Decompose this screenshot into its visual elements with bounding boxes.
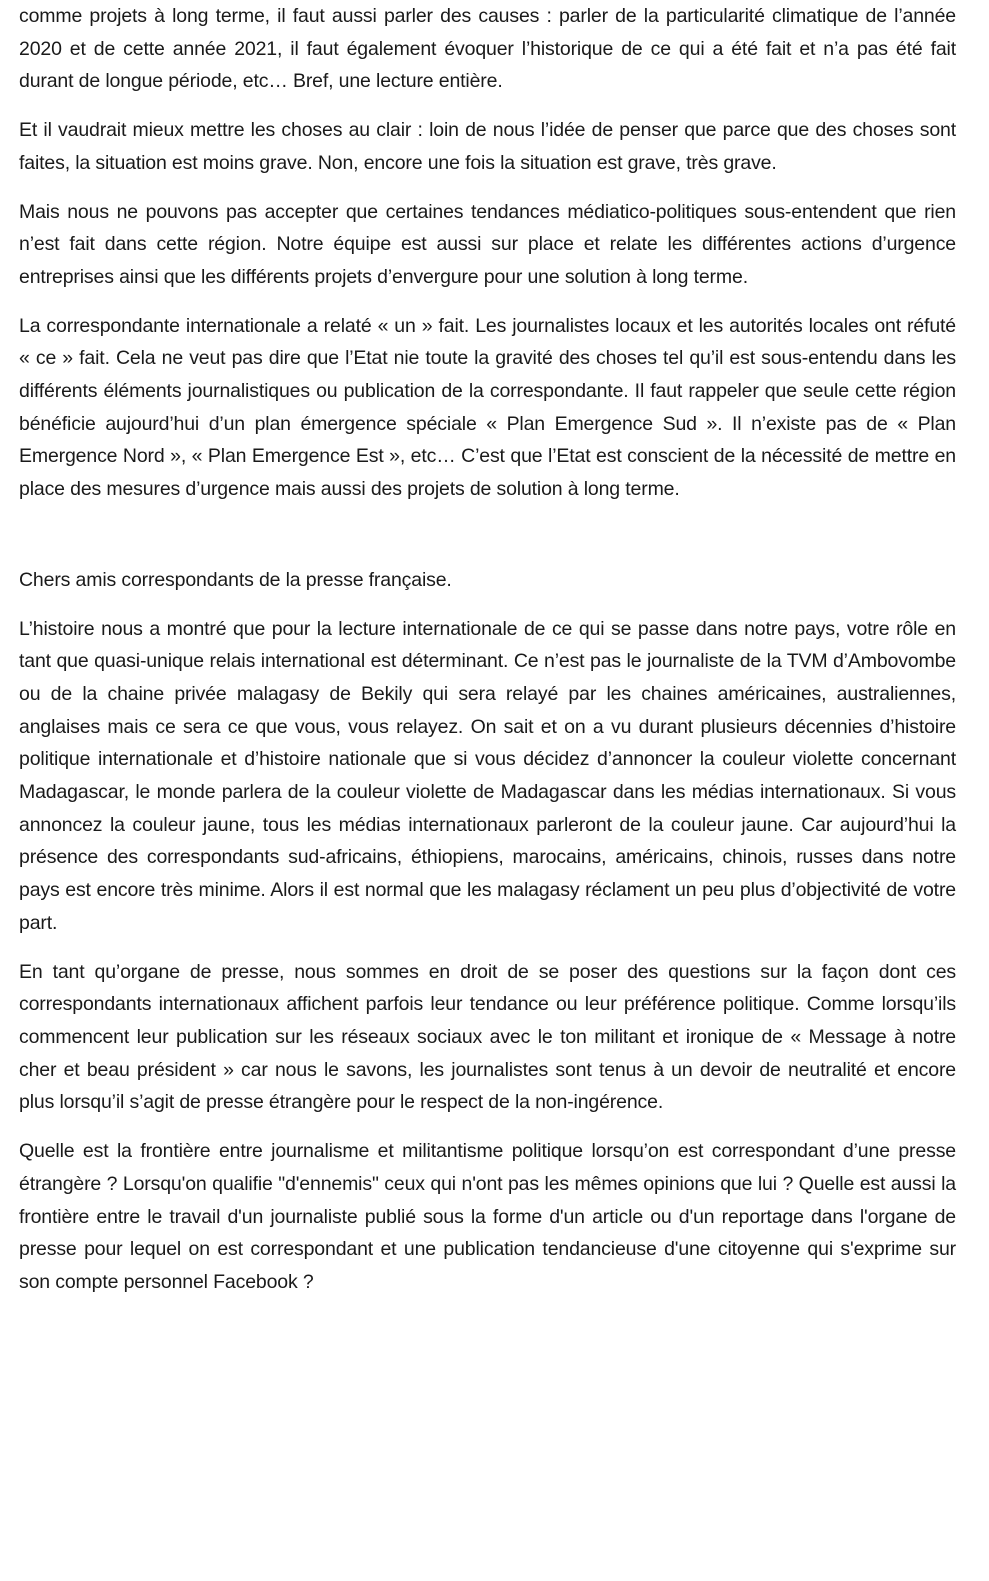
paragraph-neutrality: En tant qu’organe de presse, nous sommes en droit de se poser des questions sur la façon dont ces correspondants internationaux affichent parfois leur tendance ou leur préférence politique. Comme lorsqu’ils commencent leur publication sur les réseaux sociaux avec le ton militant et ironique de « Message à notre cher et beau président » car nous le savons, les journalistes sont tenus à un devoir de neutralité et encore plus lorsqu’il s’agit de presse étrangère pour le respect de la non-ingérence.: [19, 960, 956, 1114]
paragraph-clarify-situation: Et il vaudrait mieux mettre les choses au clair : loin de nous l’idée de penser que parce que des choses sont faites, la situation est moins grave. Non, encore une fois la situation est grave, très grave.: [19, 119, 956, 174]
paragraph-long-term-causes: comme projets à long terme, il faut aussi parler des causes : parler de la particularité climatique de l’année 2020 et de cette année 2021, il faut également évoquer l’historique de ce qui a été fait et n’a pas été fait durant de longue période, etc… Bref, une lecture entière.: [19, 5, 956, 93]
paragraph-correspondent-fact: La correspondante internationale a relaté « un » fait. Les journalistes locaux et les autorités locales ont réfuté « ce » fait. Cela ne veut pas dire que l’Etat nie toute la gravité des choses tel qu’il est sous-entendu dans les différents éléments journalistiques ou publication de la correspondante. Il faut rappeler que seule cette région bénéficie aujourd’hui d’un plan émergence spéciale « Plan Emergence Sud ». Il n’existe pas de « Plan Emergence Nord », « Plan Emergence Est », etc… C’est que l’Etat est conscient de la nécessité de mettre en place des mesures d’urgence mais aussi des projets de solution à long terme.: [19, 314, 956, 501]
document-page: [19, 0, 956, 1315]
paragraph-salutation: Chers amis correspondants de la presse française.: [19, 568, 452, 591]
paragraph-media-tendencies: Mais nous ne pouvons pas accepter que certaines tendances médiatico-politiques sous-entendent que rien n’est fait dans cette région. Notre équipe est aussi sur place et relate les différentes actions d’urgence entreprises ainsi que les différents projets d’envergure pour une solution à long terme.: [19, 200, 956, 288]
paragraph-questions: Quelle est la frontière entre journalisme et militantisme politique lorsqu’on est correspondant d’une presse étrangère ? Lorsqu'on qualifie "d'ennemis" ceux qui n'ont pas les mêmes opinions que lui ? Quelle est aussi la frontière entre le travail d'un journaliste publié sous la forme d'un article ou d'un reportage dans l'organe de presse pour lequel on est correspondant et une publication tendancieuse d'une citoyenne qui s'exprime sur son compte personnel Facebook ?: [19, 1140, 956, 1293]
paragraph-role-of-press: L’histoire nous a montré que pour la lecture internationale de ce qui se passe dans notre pays, votre rôle en tant que quasi-unique relais international est déterminant. Ce n’est pas le journaliste de la TVM d’Ambovombe ou de la chaine privée malagasy de Bekily qui sera relayé par les chaines américaines, australiennes, anglaises mais ce sera ce que vous, vous relayez. On sait et on a vu durant plusieurs décennies d’histoire politique internationale et d’histoire nationale que si vous décidez d’annoncer la couleur violette concernant Madagascar, le monde parlera de la couleur violette de Madagascar dans les médias internationaux. Si vous annoncez la couleur jaune, tous les médias internationaux parleront de la couleur jaune. Car aujourd’hui la présence des correspondants sud-africains, éthiopiens, marocains, américains, chinois, russes dans notre pays est encore très minime. Alors il est normal que les malagasy réclament un peu plus d’objectivité de votre part.: [19, 617, 956, 934]
